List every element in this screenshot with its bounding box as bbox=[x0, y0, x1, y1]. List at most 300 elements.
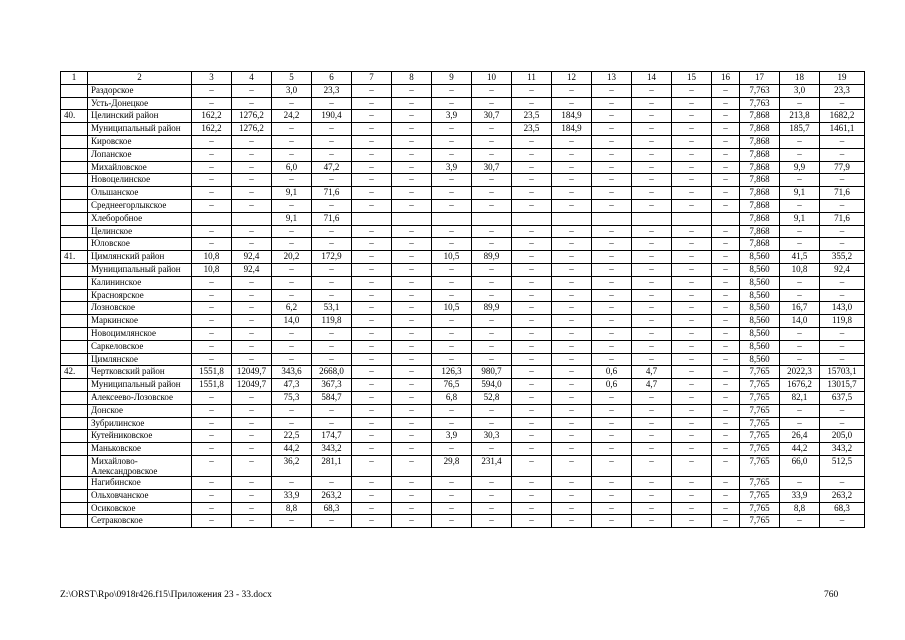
table-cell: 92,4 bbox=[820, 263, 865, 276]
table-cell: – bbox=[632, 515, 672, 528]
table-cell: – bbox=[312, 97, 352, 110]
table-cell: – bbox=[592, 110, 632, 123]
table-cell: 24,2 bbox=[272, 110, 312, 123]
table-cell: – bbox=[512, 489, 552, 502]
table-cell: – bbox=[192, 174, 232, 187]
table-cell bbox=[352, 212, 392, 225]
table-cell: – bbox=[780, 353, 820, 366]
table-cell: 584,7 bbox=[312, 391, 352, 404]
table-cell: – bbox=[512, 430, 552, 443]
table-cell: – bbox=[432, 443, 472, 456]
table-cell: – bbox=[592, 199, 632, 212]
table-cell: Ольховчанское bbox=[88, 489, 192, 502]
table-cell: 33,9 bbox=[272, 489, 312, 502]
table-cell: 7,868 bbox=[740, 148, 780, 161]
table-cell: – bbox=[232, 276, 272, 289]
table-cell: 33,9 bbox=[780, 489, 820, 502]
table-cell: – bbox=[272, 174, 312, 187]
table-cell: – bbox=[552, 417, 592, 430]
table-cell bbox=[61, 391, 88, 404]
table-cell: – bbox=[432, 276, 472, 289]
table-cell: 8,8 bbox=[780, 502, 820, 515]
table-cell: – bbox=[712, 289, 740, 302]
table-row bbox=[61, 302, 865, 315]
table-cell: 3,0 bbox=[780, 84, 820, 97]
table-cell: – bbox=[472, 289, 512, 302]
table-cell: 3,0 bbox=[272, 84, 312, 97]
table-cell: 8,560 bbox=[740, 302, 780, 315]
table-cell: 12049,7 bbox=[232, 379, 272, 392]
table-cell: 7,763 bbox=[740, 84, 780, 97]
table-cell: – bbox=[632, 97, 672, 110]
table-cell: – bbox=[472, 502, 512, 515]
table-cell: – bbox=[192, 302, 232, 315]
table-cell: Калининское bbox=[88, 276, 192, 289]
table-cell: 213,8 bbox=[780, 110, 820, 123]
table-cell: 343,2 bbox=[312, 443, 352, 456]
table-cell: – bbox=[820, 238, 865, 251]
table-cell: 7,868 bbox=[740, 212, 780, 225]
table-cell: – bbox=[552, 135, 592, 148]
table-cell bbox=[61, 417, 88, 430]
table-cell: – bbox=[712, 148, 740, 161]
table-cell: – bbox=[232, 148, 272, 161]
table-cell: 77,9 bbox=[820, 161, 865, 174]
table-cell: Кировское bbox=[88, 135, 192, 148]
table-cell: – bbox=[512, 174, 552, 187]
table-cell: 3,9 bbox=[432, 430, 472, 443]
table-cell bbox=[61, 123, 88, 136]
table-cell: – bbox=[232, 174, 272, 187]
table-cell: – bbox=[352, 430, 392, 443]
table-cell: 231,4 bbox=[472, 455, 512, 476]
table-cell: – bbox=[232, 187, 272, 200]
table-cell: – bbox=[512, 161, 552, 174]
table-cell: 263,2 bbox=[820, 489, 865, 502]
table-cell: – bbox=[392, 84, 432, 97]
table-cell: Лопанское bbox=[88, 148, 192, 161]
table-cell: 7,765 bbox=[740, 515, 780, 528]
table-cell: 10,8 bbox=[192, 263, 232, 276]
table-cell: 7,868 bbox=[740, 135, 780, 148]
table-cell: – bbox=[712, 502, 740, 515]
table-cell bbox=[61, 199, 88, 212]
table-cell: – bbox=[552, 515, 592, 528]
table-cell: – bbox=[712, 276, 740, 289]
table-cell: – bbox=[592, 315, 632, 328]
table-cell: – bbox=[712, 315, 740, 328]
table-cell: – bbox=[632, 263, 672, 276]
table-cell: – bbox=[512, 302, 552, 315]
table-cell: – bbox=[512, 84, 552, 97]
table-cell: 23,3 bbox=[820, 84, 865, 97]
table-cell: – bbox=[632, 276, 672, 289]
header-cell: 12 bbox=[552, 72, 592, 85]
table-cell: – bbox=[392, 97, 432, 110]
table-cell: – bbox=[232, 489, 272, 502]
table-cell: – bbox=[592, 489, 632, 502]
table-cell: – bbox=[272, 225, 312, 238]
table-cell: 8,560 bbox=[740, 263, 780, 276]
data-table bbox=[60, 71, 865, 528]
table-cell: – bbox=[512, 366, 552, 379]
table-cell: 980,7 bbox=[472, 366, 512, 379]
table-cell: – bbox=[432, 502, 472, 515]
table-cell: 9,1 bbox=[780, 187, 820, 200]
table-cell: – bbox=[512, 391, 552, 404]
table-cell: – bbox=[272, 289, 312, 302]
table-cell: – bbox=[392, 199, 432, 212]
table-cell: – bbox=[552, 443, 592, 456]
table-cell: – bbox=[632, 289, 672, 302]
table-row bbox=[61, 430, 865, 443]
table-cell: – bbox=[232, 161, 272, 174]
table-cell: 47,2 bbox=[312, 161, 352, 174]
table-cell: 7,868 bbox=[740, 187, 780, 200]
header-cell: 18 bbox=[780, 72, 820, 85]
table-cell: 7,765 bbox=[740, 404, 780, 417]
table-cell: – bbox=[672, 515, 712, 528]
table-cell: – bbox=[632, 302, 672, 315]
table-cell: – bbox=[392, 289, 432, 302]
table-cell: – bbox=[272, 276, 312, 289]
table-cell: – bbox=[552, 161, 592, 174]
table-cell: – bbox=[192, 353, 232, 366]
table-cell: – bbox=[232, 315, 272, 328]
header-cell: 2 bbox=[88, 72, 192, 85]
table-cell: – bbox=[352, 515, 392, 528]
table-cell: – bbox=[672, 199, 712, 212]
table-cell: – bbox=[552, 315, 592, 328]
table-cell bbox=[61, 238, 88, 251]
table-cell: – bbox=[512, 476, 552, 489]
table-cell: 185,7 bbox=[780, 123, 820, 136]
table-cell: – bbox=[232, 502, 272, 515]
table-cell: 1276,2 bbox=[232, 110, 272, 123]
table-cell: 184,9 bbox=[552, 110, 592, 123]
table-cell: – bbox=[632, 391, 672, 404]
table-cell: – bbox=[392, 135, 432, 148]
table-cell: – bbox=[552, 251, 592, 264]
table-cell: – bbox=[432, 417, 472, 430]
table-cell: – bbox=[780, 515, 820, 528]
table-cell: – bbox=[820, 225, 865, 238]
table-cell: – bbox=[472, 443, 512, 456]
table-cell: 637,5 bbox=[820, 391, 865, 404]
table-cell bbox=[632, 212, 672, 225]
table-cell: Нагибинское bbox=[88, 476, 192, 489]
table-cell: – bbox=[392, 238, 432, 251]
table-cell bbox=[61, 340, 88, 353]
table-cell: – bbox=[672, 327, 712, 340]
table-cell: – bbox=[712, 84, 740, 97]
table-cell: 7,765 bbox=[740, 443, 780, 456]
table-cell: – bbox=[392, 417, 432, 430]
table-cell: – bbox=[432, 225, 472, 238]
table-cell bbox=[61, 476, 88, 489]
table-cell: – bbox=[272, 417, 312, 430]
table-cell: – bbox=[780, 97, 820, 110]
table-cell: 355,2 bbox=[820, 251, 865, 264]
table-row bbox=[61, 212, 865, 225]
table-cell: – bbox=[712, 489, 740, 502]
table-cell: – bbox=[352, 123, 392, 136]
table-cell: Маньковское bbox=[88, 443, 192, 456]
table-row bbox=[61, 476, 865, 489]
table-cell: – bbox=[392, 366, 432, 379]
table-cell: – bbox=[672, 225, 712, 238]
table-cell: 7,763 bbox=[740, 97, 780, 110]
table-cell: – bbox=[472, 199, 512, 212]
table-cell: – bbox=[632, 199, 672, 212]
table-cell: – bbox=[712, 353, 740, 366]
table-cell: – bbox=[432, 263, 472, 276]
table-cell bbox=[61, 263, 88, 276]
table-cell: – bbox=[512, 404, 552, 417]
table-cell: – bbox=[392, 391, 432, 404]
header-cell: 5 bbox=[272, 72, 312, 85]
table-cell: 1551,8 bbox=[192, 366, 232, 379]
table-cell: – bbox=[712, 225, 740, 238]
table-cell: 9,1 bbox=[272, 212, 312, 225]
table-cell bbox=[61, 187, 88, 200]
table-cell: – bbox=[312, 353, 352, 366]
table-cell: 7,868 bbox=[740, 110, 780, 123]
table-cell: – bbox=[432, 327, 472, 340]
table-cell: – bbox=[820, 97, 865, 110]
table-cell: 9,1 bbox=[780, 212, 820, 225]
table-cell: – bbox=[512, 443, 552, 456]
table-cell: 9,9 bbox=[780, 161, 820, 174]
table-cell: – bbox=[472, 263, 512, 276]
table-cell: – bbox=[192, 404, 232, 417]
table-cell: – bbox=[552, 476, 592, 489]
table-cell: – bbox=[352, 135, 392, 148]
table-cell: – bbox=[432, 476, 472, 489]
table-cell: – bbox=[632, 502, 672, 515]
table-cell: 7,765 bbox=[740, 366, 780, 379]
table-row bbox=[61, 289, 865, 302]
table-cell: – bbox=[592, 417, 632, 430]
table-cell: – bbox=[352, 443, 392, 456]
table-cell: – bbox=[712, 251, 740, 264]
table-cell: – bbox=[392, 404, 432, 417]
table-cell bbox=[592, 212, 632, 225]
table-row bbox=[61, 353, 865, 366]
table-cell: – bbox=[352, 353, 392, 366]
header-cell: 8 bbox=[392, 72, 432, 85]
table-cell: 16,7 bbox=[780, 302, 820, 315]
table-cell: Сетраковское bbox=[88, 515, 192, 528]
table-cell: – bbox=[192, 84, 232, 97]
table-cell: – bbox=[192, 489, 232, 502]
table-cell: – bbox=[712, 161, 740, 174]
table-cell: – bbox=[552, 174, 592, 187]
table-cell: – bbox=[232, 84, 272, 97]
table-cell: – bbox=[472, 417, 512, 430]
table-cell: – bbox=[592, 251, 632, 264]
table-cell: – bbox=[352, 489, 392, 502]
table-cell: 119,8 bbox=[820, 315, 865, 328]
table-cell: Ольшанское bbox=[88, 187, 192, 200]
table-cell: – bbox=[392, 379, 432, 392]
table-cell: – bbox=[672, 353, 712, 366]
header-cell: 13 bbox=[592, 72, 632, 85]
table-cell: – bbox=[552, 489, 592, 502]
table-cell: 2022,3 bbox=[780, 366, 820, 379]
table-cell: – bbox=[472, 225, 512, 238]
table-cell: – bbox=[552, 225, 592, 238]
table-cell: 7,868 bbox=[740, 174, 780, 187]
table-cell: – bbox=[312, 327, 352, 340]
table-cell: – bbox=[472, 238, 512, 251]
table-cell: – bbox=[512, 515, 552, 528]
table-row bbox=[61, 515, 865, 528]
table-cell: – bbox=[552, 238, 592, 251]
table-cell: 40. bbox=[61, 110, 88, 123]
table-cell: – bbox=[552, 353, 592, 366]
table-cell: 7,868 bbox=[740, 238, 780, 251]
table-cell: – bbox=[712, 340, 740, 353]
table-cell: – bbox=[672, 379, 712, 392]
table-cell: – bbox=[820, 148, 865, 161]
table-cell: – bbox=[432, 315, 472, 328]
table-cell: 162,2 bbox=[192, 123, 232, 136]
table-cell: – bbox=[312, 476, 352, 489]
table-row bbox=[61, 148, 865, 161]
table-cell: 7,765 bbox=[740, 430, 780, 443]
table-cell: – bbox=[632, 225, 672, 238]
table-cell: 8,560 bbox=[740, 315, 780, 328]
table-cell: – bbox=[712, 302, 740, 315]
table-cell: – bbox=[712, 443, 740, 456]
table-cell: – bbox=[232, 430, 272, 443]
table-cell: – bbox=[780, 417, 820, 430]
table-cell: – bbox=[352, 161, 392, 174]
table-cell: Хлеборобное bbox=[88, 212, 192, 225]
table-cell: 20,2 bbox=[272, 251, 312, 264]
table-cell: 10,5 bbox=[432, 251, 472, 264]
table-cell: – bbox=[632, 455, 672, 476]
table-cell: – bbox=[592, 148, 632, 161]
table-cell: – bbox=[632, 161, 672, 174]
table-cell: – bbox=[312, 225, 352, 238]
table-cell bbox=[61, 135, 88, 148]
table-cell: – bbox=[272, 238, 312, 251]
table-cell: – bbox=[392, 502, 432, 515]
table-cell: – bbox=[632, 476, 672, 489]
table-cell: – bbox=[392, 489, 432, 502]
table-cell: – bbox=[312, 199, 352, 212]
table-cell: – bbox=[592, 84, 632, 97]
table-cell: – bbox=[820, 135, 865, 148]
table-cell: 6,2 bbox=[272, 302, 312, 315]
table-cell: – bbox=[392, 443, 432, 456]
table-cell: 263,2 bbox=[312, 489, 352, 502]
table-cell: – bbox=[672, 161, 712, 174]
table-cell: – bbox=[592, 476, 632, 489]
table-cell: – bbox=[272, 263, 312, 276]
table-cell: 7,765 bbox=[740, 502, 780, 515]
table-cell: 174,7 bbox=[312, 430, 352, 443]
table-cell: – bbox=[192, 289, 232, 302]
table-cell: 6,0 bbox=[272, 161, 312, 174]
table-cell: – bbox=[592, 353, 632, 366]
table-cell: 4,7 bbox=[632, 379, 672, 392]
table-cell: – bbox=[552, 366, 592, 379]
table-cell: – bbox=[820, 417, 865, 430]
header-cell: 14 bbox=[632, 72, 672, 85]
table-cell: – bbox=[352, 391, 392, 404]
table-cell bbox=[61, 148, 88, 161]
table-cell: 1676,2 bbox=[780, 379, 820, 392]
table-cell: – bbox=[512, 135, 552, 148]
table-cell: – bbox=[592, 327, 632, 340]
table-cell: Михайлово-Александровское bbox=[88, 455, 192, 476]
table-cell: – bbox=[312, 123, 352, 136]
table-cell: – bbox=[192, 315, 232, 328]
table-cell: – bbox=[232, 238, 272, 251]
table-row bbox=[61, 417, 865, 430]
table-cell bbox=[61, 353, 88, 366]
table-cell: – bbox=[780, 327, 820, 340]
table-cell: – bbox=[352, 97, 392, 110]
table-cell: – bbox=[232, 289, 272, 302]
table-cell: – bbox=[232, 476, 272, 489]
table-cell: – bbox=[592, 430, 632, 443]
table-cell: – bbox=[192, 476, 232, 489]
table-cell: – bbox=[592, 97, 632, 110]
table-cell: – bbox=[312, 289, 352, 302]
table-cell: 8,560 bbox=[740, 251, 780, 264]
table-row bbox=[61, 187, 865, 200]
table-cell: – bbox=[352, 417, 392, 430]
table-cell: – bbox=[192, 238, 232, 251]
table-cell: – bbox=[632, 315, 672, 328]
table-cell: – bbox=[592, 238, 632, 251]
table-cell: – bbox=[820, 327, 865, 340]
table-cell bbox=[232, 212, 272, 225]
table-cell: – bbox=[672, 391, 712, 404]
table-cell: – bbox=[780, 404, 820, 417]
table-cell: – bbox=[632, 327, 672, 340]
table-cell bbox=[192, 212, 232, 225]
table-cell: – bbox=[312, 404, 352, 417]
table-cell: 10,8 bbox=[780, 263, 820, 276]
table-cell: – bbox=[592, 302, 632, 315]
table-cell: 7,765 bbox=[740, 489, 780, 502]
table-cell: 2668,0 bbox=[312, 366, 352, 379]
table-cell bbox=[61, 84, 88, 97]
table-cell: – bbox=[472, 276, 512, 289]
table-cell bbox=[61, 302, 88, 315]
table-cell: Алексеево-Лозовское bbox=[88, 391, 192, 404]
table-cell: – bbox=[552, 187, 592, 200]
table-cell: – bbox=[472, 315, 512, 328]
table-cell: – bbox=[592, 225, 632, 238]
table-cell: – bbox=[552, 340, 592, 353]
table-cell: 7,765 bbox=[740, 417, 780, 430]
table-row bbox=[61, 443, 865, 456]
table-cell: Цимлянский район bbox=[88, 251, 192, 264]
table-cell: – bbox=[552, 502, 592, 515]
table-cell: – bbox=[512, 187, 552, 200]
table-cell: – bbox=[780, 238, 820, 251]
table-cell: – bbox=[192, 391, 232, 404]
table-cell: – bbox=[820, 289, 865, 302]
header-cell: 11 bbox=[512, 72, 552, 85]
table-cell: – bbox=[592, 502, 632, 515]
